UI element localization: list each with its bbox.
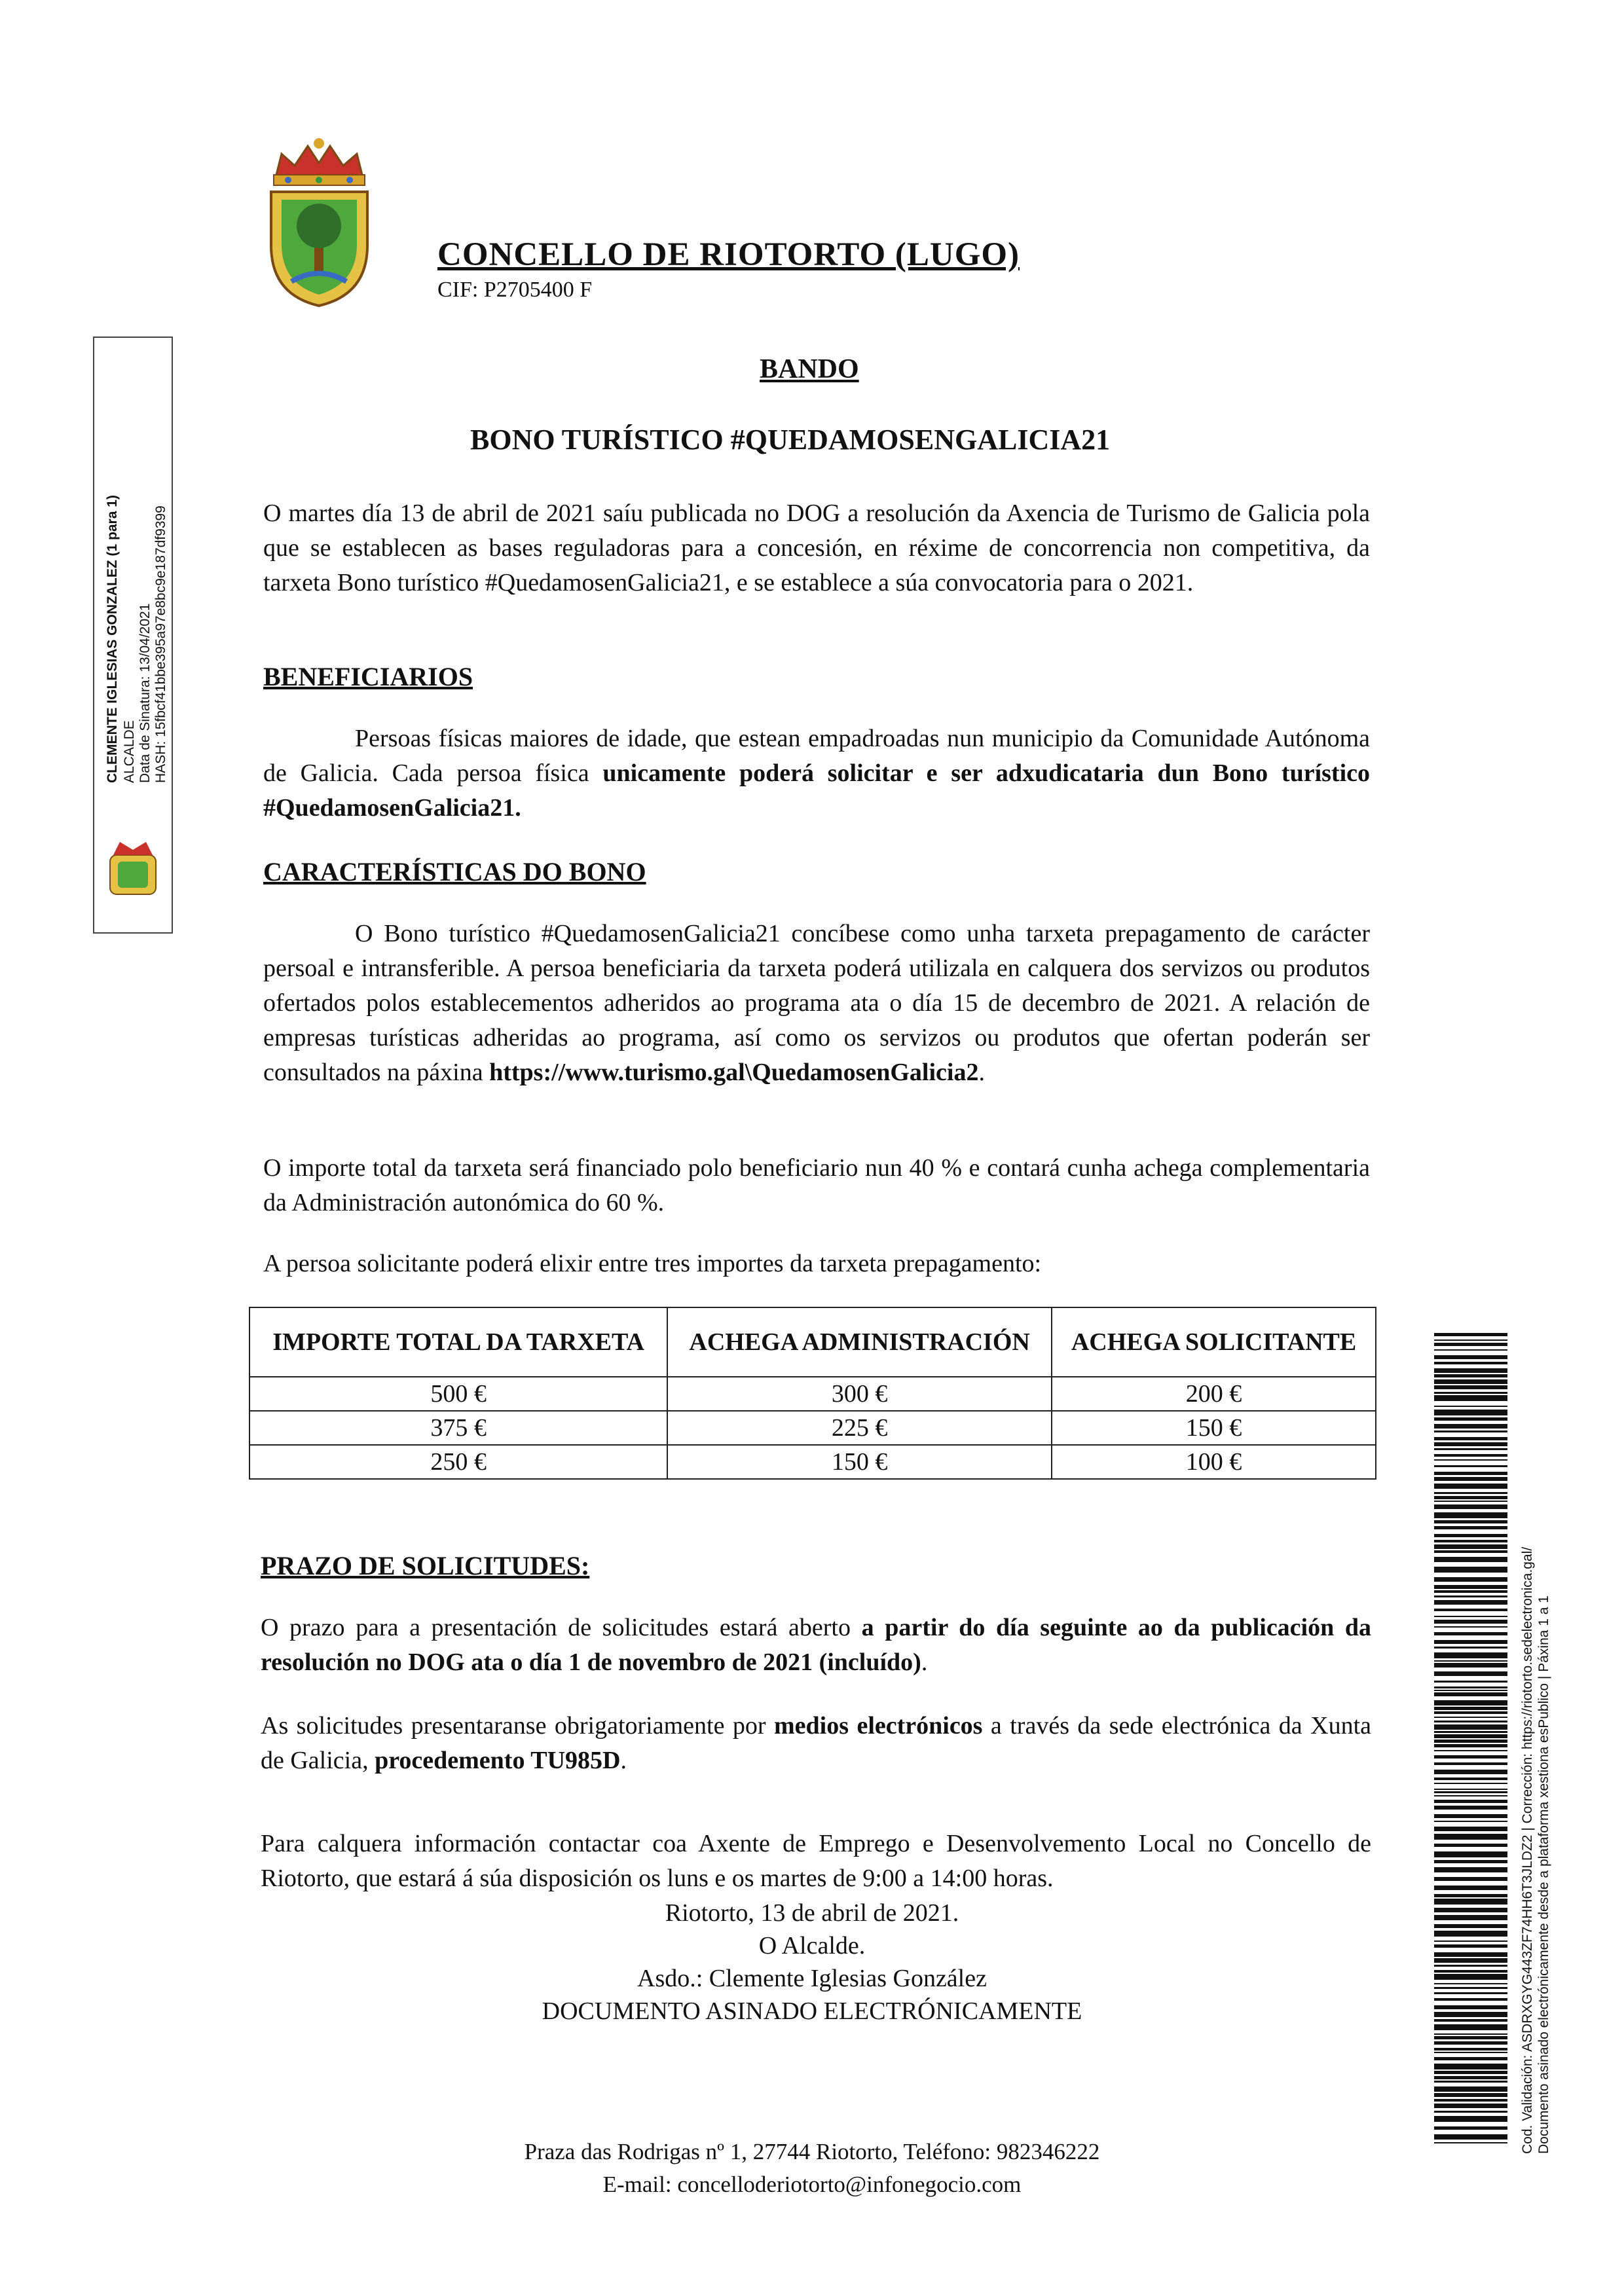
amounts-table [249, 1307, 1376, 1480]
medios-bold: medios electrónicos [774, 1712, 983, 1740]
barcode-bar [1434, 1392, 1507, 1394]
barcode-bar [1434, 1686, 1507, 1688]
table-cell: 150 € [667, 1445, 1052, 1479]
table-cell: 300 € [667, 1377, 1052, 1411]
barcode-bar [1434, 1550, 1507, 1553]
barcode-bar [1434, 1417, 1507, 1421]
barcode-bar [1434, 1692, 1507, 1696]
barcode-bar [1434, 1459, 1507, 1461]
barcode-bar [1434, 1520, 1507, 1523]
barcode-bar [1434, 1492, 1507, 1494]
barcode-bar [1434, 1585, 1507, 1589]
barcode-bar [1434, 1789, 1507, 1790]
barcode-bar [1434, 1886, 1507, 1890]
barcode-bar [1434, 1647, 1507, 1649]
signature-stamp [93, 337, 173, 934]
barcode-bar [1434, 2012, 1507, 2017]
barcode-bar [1434, 1958, 1507, 1963]
barcode-bar [1434, 1783, 1507, 1784]
table-cell: 500 € [249, 1377, 667, 1411]
barcode-bar [1434, 1557, 1507, 1562]
caracteristicas-end: . [978, 1059, 985, 1086]
barcode-bar [1434, 1595, 1507, 1597]
stamp-hash: HASH: 15fbcf41bbe395a97e8bc9e187df9399 [153, 505, 168, 783]
barcode-bar [1434, 1750, 1507, 1751]
barcode-bar [1434, 2041, 1507, 2045]
barcode-bar [1434, 1931, 1507, 1937]
signer-role: O Alcalde. [758, 1932, 866, 1959]
barcode-bar [1434, 1965, 1507, 1967]
barcode-bar [1434, 2099, 1507, 2102]
barcode-bar [1434, 1740, 1507, 1743]
barcode-bar [1434, 1744, 1507, 1747]
footer-email: E-mail: concelloderiotorto@infonegocio.com [602, 2172, 1022, 2197]
barcode-bar [1434, 1590, 1507, 1593]
bando-heading: BANDO [760, 354, 859, 384]
table-cell: 200 € [1052, 1377, 1376, 1411]
barcode-bar [1434, 1834, 1507, 1840]
barcode-bar [1434, 1343, 1507, 1346]
beneficiarios-paragraph [263, 721, 1370, 826]
prazo-heading: PRAZO DE SOLICITUDES: [261, 1551, 590, 1580]
barcode-bar [1434, 1983, 1507, 1984]
barcode-bar [1434, 1620, 1507, 1624]
barcode-bar [1434, 1814, 1507, 1818]
barcode-bar [1434, 2126, 1507, 2130]
signer-name: Asdo.: Clemente Iglesias González [637, 1965, 987, 1992]
barcode-bar [1434, 1800, 1507, 1803]
barcode-bar [1434, 1734, 1507, 1738]
barcode-bar [1434, 1567, 1507, 1573]
barcode-bar [1434, 1860, 1507, 1863]
table-cell: 225 € [667, 1411, 1052, 1445]
barcode-bar [1434, 2033, 1507, 2035]
barcode-bar [1434, 1944, 1507, 1948]
barcode-bar [1434, 1512, 1507, 1518]
medios-end: . [620, 1747, 627, 1774]
barcode-bar [1434, 1577, 1507, 1582]
barcode-bar [1434, 1349, 1507, 1351]
prazo-bold-text: a partir do día seguinte ao da publicación da resolución no DOG ata o día 1 de novembro de 2021 (incluído) [261, 1614, 1371, 1676]
validation-text [1519, 1303, 1552, 2154]
barcode-bar [1434, 1477, 1507, 1481]
barcode-bar [1434, 1987, 1507, 1989]
turismo-url[interactable]: https://www.turismo.gal\QuedamosenGalicia2 [489, 1059, 979, 1086]
barcode-bar [1434, 1707, 1507, 1710]
barcode-bar [1434, 1454, 1507, 1457]
beneficiarios-heading: BENEFICIARIOS [263, 662, 473, 691]
barcode-bar [1434, 1924, 1507, 1928]
bando-subtitle: BONO TURÍSTICO #QUEDAMOSENGALICIA21 [470, 424, 1111, 456]
barcode-bar [1434, 1632, 1507, 1635]
barcode-bar [1434, 1791, 1507, 1793]
barcode-bar [1434, 1504, 1507, 1509]
barcode-bar [1434, 1908, 1507, 1912]
elixir-paragraph: A persoa solicitante poderá elixir entre tres importes da tarxeta prepagamento: [263, 1250, 1042, 1277]
barcode-bar [1434, 1770, 1507, 1774]
barcode-bar [1434, 2134, 1507, 2140]
barcode-bar [1434, 1717, 1507, 1718]
barcode-bar [1434, 1974, 1507, 1980]
barcode-bar [1434, 1410, 1507, 1415]
barcode-bar [1434, 1652, 1507, 1658]
barcode-bar [1434, 1406, 1507, 1407]
barcode-bar [1434, 1600, 1507, 1605]
barcode-bar [1434, 1915, 1507, 1920]
barcode-bar [1434, 2111, 1507, 2113]
barcode-bar [1434, 2036, 1507, 2039]
barcode-bar [1434, 1690, 1507, 1691]
beneficiarios-bold-text: unicamente poderá solicitar e ser adxudicataria dun Bono turístico #QuedamosenGalicia21. [263, 759, 1370, 822]
barcode-bar [1434, 1755, 1507, 1758]
barcode-bar [1434, 1952, 1507, 1957]
barcode-bar [1434, 1700, 1507, 1705]
barcode-bar [1434, 2093, 1507, 2097]
barcode-bar [1434, 1534, 1507, 1537]
table-header: ACHEGA ADMINISTRACIÓN [667, 1307, 1052, 1377]
barcode-bar [1434, 2071, 1507, 2074]
table-cell: 100 € [1052, 1445, 1376, 1479]
barcode-bar [1434, 2048, 1507, 2050]
barcode-bar [1434, 1711, 1507, 1714]
barcode-bar [1434, 2064, 1507, 2069]
barcode-bar [1434, 1379, 1507, 1384]
barcode-bar [1434, 1970, 1507, 1973]
barcode-bar [1434, 1877, 1507, 1881]
barcode-bar [1434, 1339, 1507, 1341]
barcode-bar [1434, 1998, 1507, 2001]
electronic-signature-note: DOCUMENTO ASINADO ELECTRÓNICAMENTE [542, 1997, 1082, 2025]
barcode-bar [1434, 2104, 1507, 2108]
barcode-bar [1434, 1941, 1507, 1942]
barcode-bar [1434, 1616, 1507, 1617]
caracteristicas-heading: CARACTERÍSTICAS DO BONO [263, 857, 646, 886]
barcode-bar [1434, 1681, 1507, 1683]
medios-text-2: a través da sede electrónica da Xunta de Galicia, [261, 1712, 1371, 1774]
barcode-icon [1434, 1333, 1507, 2147]
barcode-bar [1434, 2076, 1507, 2079]
barcode-bar [1434, 1721, 1507, 1722]
table-row [249, 1377, 1376, 1411]
prazo-paragraph [261, 1611, 1371, 1680]
barcode-bar [1434, 2057, 1507, 2060]
barcode-bar [1434, 1626, 1507, 1628]
barcode-bar [1434, 1544, 1507, 1549]
barcode-bar [1434, 1731, 1507, 1733]
header-cif: CIF: P2705400 F [437, 278, 593, 302]
medios-text: As solicitudes presentaranse obrigatoriamente por [261, 1712, 774, 1740]
barcode-bar [1434, 1333, 1507, 1336]
barcode-bar [1434, 1395, 1507, 1401]
barcode-bar [1434, 1501, 1507, 1502]
intro-paragraph: O martes día 13 de abril de 2021 saíu publicada no DOG a resolución da Axencia de Turismo de Galicia pola que se establecen as bases reguladoras para a concesión, en réxime de concorrencia non competitiva, da tarxeta Bono turístico #QuedamosenGalicia21, e se establece a súa convocatoria para o 2021. [263, 500, 1370, 596]
barcode-bar [1434, 2086, 1507, 2092]
barcode-bar [1434, 1762, 1507, 1765]
barcode-bar [1434, 1430, 1507, 1432]
barcode-bar [1434, 2052, 1507, 2053]
barcode-bar [1434, 1867, 1507, 1872]
stamp-name: CLEMENTE IGLESIAS GONZALEZ (1 para 1) [105, 495, 120, 783]
barcode-bar [1434, 1368, 1507, 1373]
coat-of-arms-logo [262, 134, 377, 311]
signature-block [262, 1897, 1362, 2028]
barcode-bar [1434, 1437, 1507, 1440]
stamp-role: ALCALDE [122, 720, 137, 783]
barcode-bar [1434, 1844, 1507, 1847]
barcode-bar [1434, 1448, 1507, 1450]
barcode-bar [1434, 1663, 1507, 1667]
barcode-bar [1434, 1465, 1507, 1467]
beneficiarios-text: Persoas físicas maiores de idade, que estean empadroadas nun municipio da Comunidade Autónoma de Galicia. Cada persoa física [263, 725, 1370, 787]
barcode-bar [1434, 1484, 1507, 1489]
table-row [249, 1445, 1376, 1479]
barcode-bar [1434, 1442, 1507, 1446]
caracteristicas-text: O Bono turístico #QuedamosenGalicia21 concíbese como unha tarxeta prepagamento de carácter persoal e intransferible. A persoa beneficiaria da tarxeta poderá utilizala en calquera dos servizos ou produtos ofertados polos establecementos adheridos ao programa ata o día 15 de decembro de 2021. A relación de empresas turísticas adheridas ao programa, así como os servizos ou produtos que ofertan poderán ser consultados na páxina [263, 920, 1370, 1086]
contact-paragraph: Para calquera información contactar coa Axente de Emprego e Desenvolvemento Local no Concello de Riotorto, que estará á súa disposición os luns e os martes de 9:00 a 14:00 horas. [261, 1830, 1371, 1892]
importe-paragraph: O importe total da tarxeta será financiado polo beneficiario nun 40 % e contará cunha achega complementaria da Administración autonómica do 60 %. [263, 1154, 1370, 1216]
medios-paragraph [261, 1709, 1371, 1778]
barcode-bar [1434, 2024, 1507, 2030]
place-date: Riotorto, 13 de abril de 2021. [665, 1899, 959, 1927]
validation-line-2: Documento asinado electrónicamente desde a plataforma xestiona esPublico | Páxina 1 a 1 [1536, 1595, 1551, 2154]
barcode-bar [1434, 1671, 1507, 1676]
barcode-bar [1434, 1374, 1507, 1377]
barcode-bar [1434, 1424, 1507, 1429]
barcode-bar [1434, 1806, 1507, 1810]
procedemento-bold: procedemento TU985D [375, 1747, 621, 1774]
barcode-bar [1434, 1827, 1507, 1831]
barcode-bar [1434, 1894, 1507, 1897]
barcode-bar [1434, 1472, 1507, 1475]
stamp-date: Data de Sinatura: 13/04/2021 [138, 603, 153, 783]
barcode-bar [1434, 1385, 1507, 1389]
barcode-bar [1434, 1899, 1507, 1904]
table-cell: 250 € [249, 1445, 667, 1479]
barcode-bar [1434, 2019, 1507, 2022]
barcode-bar [1434, 1609, 1507, 1611]
footer-address: Praza das Rodrigas nº 1, 27744 Riotorto, Teléfono: 982346222 [524, 2139, 1100, 2164]
barcode-bar [1434, 2005, 1507, 2009]
barcode-bar [1434, 1851, 1507, 1857]
barcode-bar [1434, 1724, 1507, 1730]
validation-line-1: Cod. Validación: ASDRXGYG443ZF74HH6T3JLDZ2 | Corrección: https://riotorto.sedelectronica.gal/ [1520, 1546, 1535, 2154]
barcode-bar [1434, 1496, 1507, 1499]
prazo-end: . [921, 1649, 928, 1676]
stamp-seal-icon [103, 835, 162, 901]
caracteristicas-paragraph [263, 917, 1370, 1090]
table-header: IMPORTE TOTAL DA TARXETA [249, 1307, 667, 1377]
barcode-bar [1434, 1355, 1507, 1359]
barcode-bar [1434, 1526, 1507, 1529]
barcode-bar [1434, 1540, 1507, 1542]
table-row [249, 1411, 1376, 1445]
table-header-row [249, 1307, 1376, 1377]
table-header: ACHEGA SOLICITANTE [1052, 1307, 1376, 1377]
barcode-bar [1434, 1660, 1507, 1662]
header-title: CONCELLO DE RIOTORTO (LUGO) [437, 236, 1020, 273]
barcode-bar [1434, 2116, 1507, 2122]
table-cell: 150 € [1052, 1411, 1376, 1445]
barcode-bar [1434, 1821, 1507, 1822]
barcode-bar [1434, 1362, 1507, 1364]
barcode-bar [1434, 2142, 1507, 2143]
barcode-bar [1434, 2081, 1507, 2083]
prazo-text: O prazo para a presentación de solicitudes estará aberto [261, 1614, 862, 1641]
barcode-bar [1434, 1795, 1507, 1796]
table-cell: 375 € [249, 1411, 667, 1445]
barcode-bar [1434, 1992, 1507, 1994]
barcode-bar [1434, 1777, 1507, 1780]
footer [262, 2136, 1362, 2201]
barcode-bar [1434, 1640, 1507, 1644]
